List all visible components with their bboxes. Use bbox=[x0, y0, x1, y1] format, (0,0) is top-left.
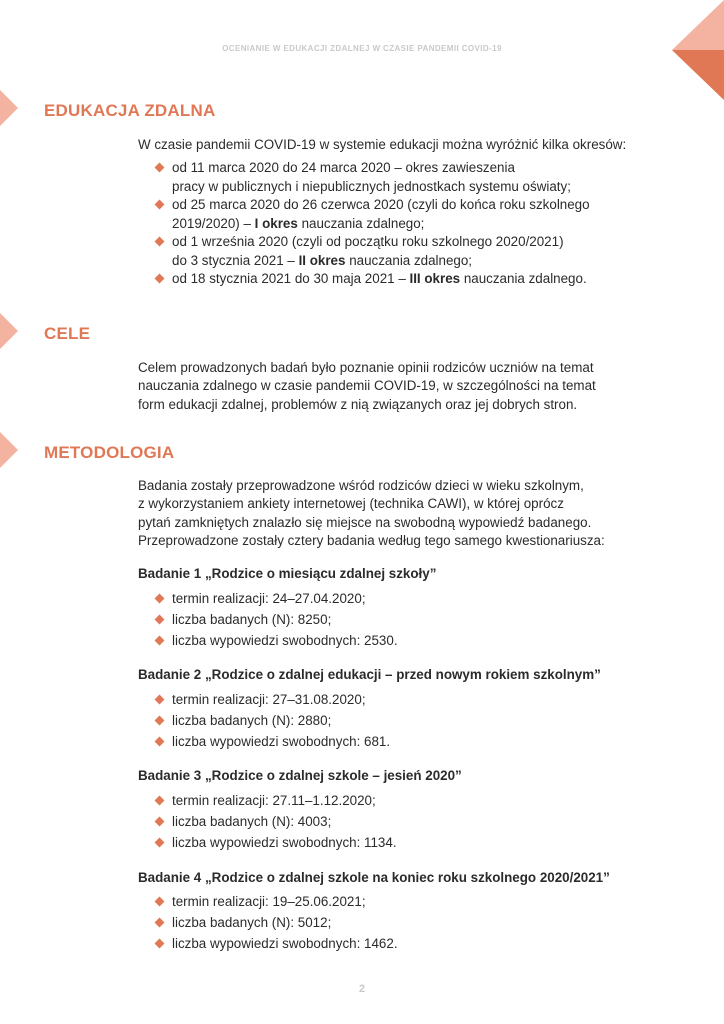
section-title-edukacja-zdalna: EDUKACJA ZDALNA bbox=[44, 101, 216, 120]
list-item: liczba wypowiedzi swobodnych: 1134. bbox=[138, 834, 397, 853]
bullet-diamond-icon bbox=[155, 163, 165, 173]
edukacja-intro: W czasie pandemii COVID-19 w systemie edukacji można wyróżnić kilka okresów: bbox=[138, 137, 627, 152]
bullet-diamond-icon bbox=[155, 939, 165, 949]
list-item: od 25 marca 2020 do 26 czerwca 2020 (czyli do końca roku szkolnego 2019/2020) – I okres nauczania zdalnego; bbox=[138, 196, 590, 233]
bullet-diamond-icon bbox=[155, 636, 165, 646]
list-item: termin realizacji: 24–27.04.2020; bbox=[138, 590, 398, 609]
bullet-diamond-icon bbox=[155, 615, 165, 625]
list-item: liczba badanych (N): 4003; bbox=[138, 813, 397, 832]
list-item: termin realizacji: 27.11–1.12.2020; bbox=[138, 792, 397, 811]
bullet-diamond-icon bbox=[155, 237, 165, 247]
bullet-diamond-icon bbox=[155, 897, 165, 907]
bullet-diamond-icon bbox=[155, 200, 165, 210]
list-item: liczba wypowiedzi swobodnych: 1462. bbox=[138, 935, 398, 954]
metodologia-paragraph: Badania zostały przeprowadzone wśród rodziców dzieci w wieku szkolnym, z wykorzystaniem ankiety internetowej (technika CAWI), w której oprócz pytań zamkniętych znalazło się miejsce na swobodną wypowiedź badanego. Przeprowadzone zostały cztery badania według tego samego kwestionariusza: bbox=[138, 478, 605, 548]
study-details-list bbox=[138, 691, 390, 752]
bullet-diamond-icon bbox=[155, 838, 165, 848]
list-item: liczba badanych (N): 5012; bbox=[138, 914, 398, 933]
corner-decoration bbox=[672, 0, 724, 100]
bullet-diamond-icon bbox=[155, 594, 165, 604]
periods-list bbox=[138, 159, 590, 289]
study-details-list bbox=[138, 590, 398, 651]
study-title: Badanie 4 „Rodzice o zdalnej szkole na koniec roku szkolnego 2020/2021” bbox=[138, 870, 610, 885]
list-item: od 1 września 2020 (czyli od początku roku szkolnego 2020/2021) do 3 stycznia 2021 – II okres nauczania zdalnego; bbox=[138, 233, 590, 270]
cele-paragraph: Celem prowadzonych badań było poznanie opinii rodziców uczniów na temat nauczania zdalnego w czasie pandemii COVID-19, w szczególności na temat form edukacji zdalnej, problemów z nią związanych oraz jej dobrych stron. bbox=[138, 360, 596, 412]
bullet-diamond-icon bbox=[155, 695, 165, 705]
list-item: od 11 marca 2020 do 24 marca 2020 – okres zawieszenia pracy w publicznych i niepublicznych jednostkach systemu oświaty; bbox=[138, 159, 590, 196]
list-item: liczba wypowiedzi swobodnych: 681. bbox=[138, 733, 390, 752]
study-details-list bbox=[138, 792, 397, 853]
section-title-metodologia: METODOLOGIA bbox=[44, 443, 175, 462]
section-marker-icon bbox=[0, 313, 18, 349]
list-item: termin realizacji: 27–31.08.2020; bbox=[138, 691, 390, 710]
list-item: termin realizacji: 19–25.06.2021; bbox=[138, 893, 398, 912]
bullet-diamond-icon bbox=[155, 716, 165, 726]
bullet-diamond-icon bbox=[155, 796, 165, 806]
bullet-diamond-icon bbox=[155, 274, 165, 284]
bullet-diamond-icon bbox=[155, 737, 165, 747]
section-title-cele: CELE bbox=[44, 324, 91, 343]
list-item: liczba badanych (N): 2880; bbox=[138, 712, 390, 731]
study-title: Badanie 3 „Rodzice o zdalnej szkole – jesień 2020” bbox=[138, 768, 462, 783]
page-number: 2 bbox=[358, 983, 366, 995]
list-item: liczba badanych (N): 8250; bbox=[138, 611, 398, 630]
list-item: od 18 stycznia 2021 do 30 maja 2021 – III okres nauczania zdalnego. bbox=[138, 270, 590, 289]
section-marker-icon bbox=[0, 432, 18, 468]
running-header: OCENIANIE W EDUKACJI ZDALNEJ W CZASIE PANDEMII COVID-19 bbox=[222, 44, 502, 53]
study-details-list bbox=[138, 893, 398, 954]
list-item: liczba wypowiedzi swobodnych: 2530. bbox=[138, 632, 398, 651]
study-title: Badanie 1 „Rodzice o miesiącu zdalnej szkoły” bbox=[138, 566, 437, 581]
section-marker-icon bbox=[0, 90, 18, 126]
bullet-diamond-icon bbox=[155, 817, 165, 827]
study-title: Badanie 2 „Rodzice o zdalnej edukacji – przed nowym rokiem szkolnym” bbox=[138, 667, 601, 682]
bullet-diamond-icon bbox=[155, 918, 165, 928]
